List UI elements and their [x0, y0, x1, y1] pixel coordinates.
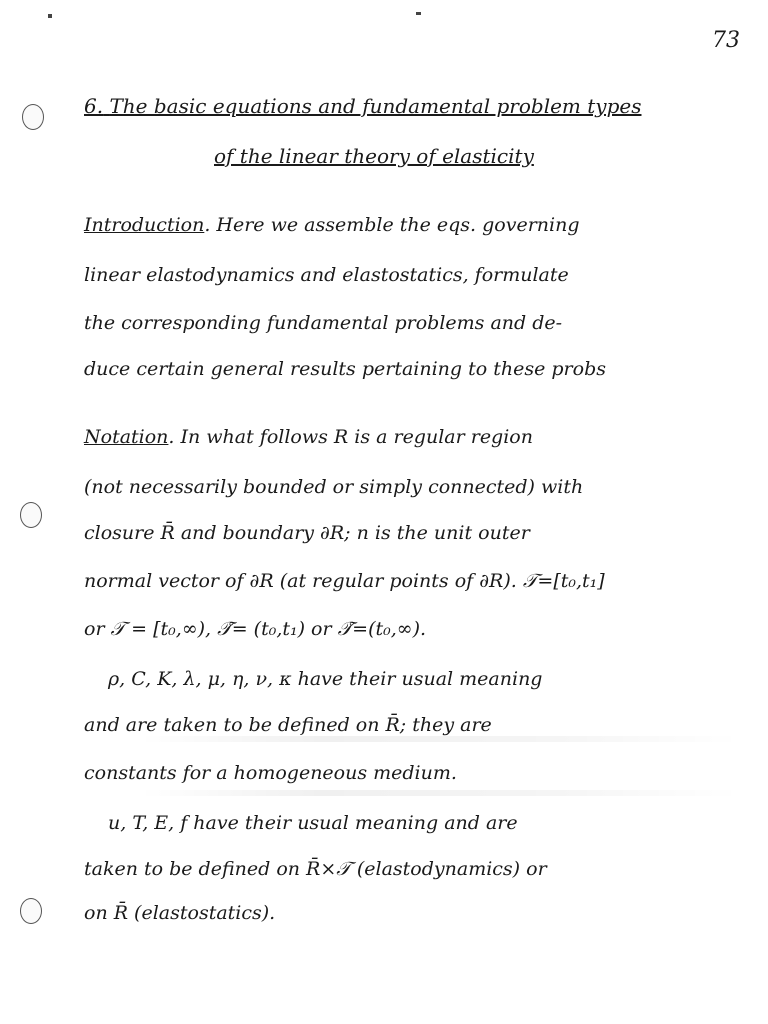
- fields-line-3: on R̄ (elastostatics).: [84, 902, 276, 924]
- notation-line-1: [84, 426, 533, 448]
- page-number: 73: [712, 28, 740, 53]
- section-number: 6.: [84, 94, 104, 118]
- intro-text: . Here we assemble the eqs. governing: [204, 214, 580, 236]
- section-title-line-1: [84, 94, 641, 118]
- fields-line-2: taken to be defined on R̄×𝒯 (elastodynamics) or: [84, 858, 547, 880]
- intro-line-2: linear elastodynamics and elastostatics, formulate: [84, 264, 569, 286]
- notation-line-2: (not necessarily bounded or simply connected) with: [84, 476, 584, 498]
- scan-mark: [48, 14, 52, 18]
- scan-smudge: [140, 736, 740, 742]
- fields-line-1: u, T, E, f have their usual meaning and are: [108, 812, 518, 834]
- meaning-line-1: ρ, C, K, λ, μ, η, ν, κ have their usual meaning: [108, 668, 543, 690]
- scan-mark: [416, 12, 421, 15]
- intro-line-4: duce certain general results pertaining to these probs: [84, 358, 606, 380]
- notation-line-5: or 𝒯 = [t₀,∞), 𝒯̊= (t₀,t₁) or 𝒯̊=(t₀,∞).: [84, 618, 427, 640]
- intro-line-1: [84, 214, 580, 236]
- meaning-line-2: and are taken to be defined on R̄; they are: [84, 714, 492, 736]
- meaning-line-3: constants for a homogeneous medium.: [84, 762, 457, 784]
- notation-text: . In what follows R is a regular region: [168, 426, 533, 448]
- notation-line-4: normal vector of ∂R (at regular points of ∂R). 𝒯=[t₀,t₁]: [84, 570, 605, 592]
- intro-heading: Introduction: [84, 214, 205, 236]
- binder-hole-icon: [20, 502, 42, 528]
- binder-hole-icon: [22, 104, 44, 130]
- notation-line-3: closure R̄ and boundary ∂R; n is the unit outer: [84, 522, 530, 544]
- intro-line-3: the corresponding fundamental problems and de-: [84, 312, 563, 334]
- binder-hole-icon: [20, 898, 42, 924]
- section-title: The basic equations and fundamental problem types: [109, 94, 642, 118]
- section-title-line-2: of the linear theory of elasticity: [214, 144, 534, 168]
- notation-heading: Notation: [84, 426, 169, 448]
- scan-smudge: [140, 790, 740, 796]
